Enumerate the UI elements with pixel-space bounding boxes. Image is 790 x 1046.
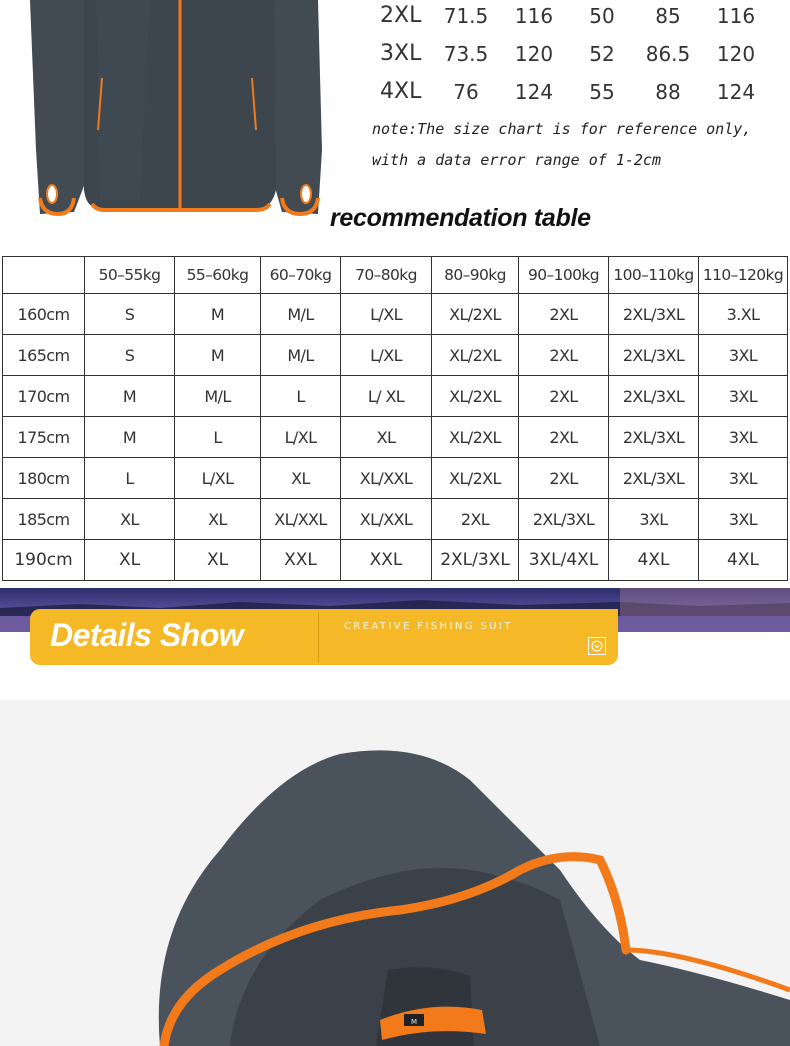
size-cell: XL — [85, 499, 175, 540]
size-label: 3XL — [380, 41, 422, 66]
height-cell: 175cm — [3, 417, 85, 458]
recommendation-table — [2, 256, 788, 581]
size-cell: L/XL — [341, 335, 432, 376]
size-row — [372, 78, 790, 116]
table-header-row — [3, 257, 788, 294]
size-value: 73.5 — [443, 42, 489, 66]
banner-divider — [318, 613, 319, 663]
size-value: 116 — [514, 4, 554, 28]
size-cell: 2XL/3XL — [609, 417, 699, 458]
size-label: 4XL — [380, 79, 422, 104]
header-cell: 90–100kg — [519, 257, 609, 294]
size-cell: 4XL — [609, 540, 699, 581]
height-cell: 185cm — [3, 499, 85, 540]
size-cell: 2XL/3XL — [519, 499, 609, 540]
header-cell: 50–55kg — [85, 257, 175, 294]
size-value: 124 — [716, 80, 756, 104]
size-cell: L/XL — [341, 294, 432, 335]
table-row — [3, 376, 788, 417]
size-cell: XL — [261, 458, 341, 499]
size-value: 71.5 — [443, 4, 489, 28]
size-cell: 2XL/3XL — [609, 458, 699, 499]
size-cell: XL/2XL — [432, 335, 519, 376]
size-cell: XL/XXL — [341, 458, 432, 499]
height-cell: 165cm — [3, 335, 85, 376]
header-cell: 110–120kg — [699, 257, 788, 294]
size-value: 120 — [514, 42, 554, 66]
details-subtitle: CREATIVE FISHING SUIT — [344, 621, 513, 632]
size-cell: 3XL — [699, 458, 788, 499]
size-value: 85 — [655, 4, 681, 28]
size-cell: 2XL — [519, 376, 609, 417]
table-row — [3, 335, 788, 376]
header-cell — [3, 257, 85, 294]
size-cell: M — [175, 335, 261, 376]
size-cell: XL/2XL — [432, 458, 519, 499]
size-value: 50 — [589, 4, 615, 28]
header-cell: 55–60kg — [175, 257, 261, 294]
size-cell: 2XL — [519, 417, 609, 458]
size-cell: 3XL — [699, 499, 788, 540]
size-value: 120 — [716, 42, 756, 66]
size-cell: 2XL — [432, 499, 519, 540]
size-cell: XL/XXL — [261, 499, 341, 540]
height-cell: 160cm — [3, 294, 85, 335]
size-cell: L/XL — [261, 417, 341, 458]
height-cell: 190cm — [3, 540, 85, 581]
header-cell: 80–90kg — [432, 257, 519, 294]
size-cell: XL — [341, 417, 432, 458]
size-cell: 3XL/4XL — [519, 540, 609, 581]
size-cell: M — [85, 417, 175, 458]
size-cell: L — [85, 458, 175, 499]
size-cell: XL — [175, 540, 261, 581]
size-cell: L — [175, 417, 261, 458]
size-cell: XL — [85, 540, 175, 581]
size-note — [372, 114, 790, 176]
size-tag-text: M — [410, 1018, 418, 1026]
size-cell: 2XL — [519, 458, 609, 499]
size-cell: XL — [175, 499, 261, 540]
size-cell: M — [175, 294, 261, 335]
table-row — [3, 499, 788, 540]
header-cell: 100–110kg — [609, 257, 699, 294]
size-value: 55 — [589, 80, 615, 104]
size-value: 52 — [589, 42, 615, 66]
size-value: 86.5 — [645, 42, 691, 66]
size-cell: 2XL — [519, 335, 609, 376]
size-cell: 3.XL — [699, 294, 788, 335]
size-cell: 3XL — [609, 499, 699, 540]
size-cell: XXL — [341, 540, 432, 581]
size-row — [372, 2, 790, 40]
size-cell: M/L — [175, 376, 261, 417]
height-cell: 170cm — [3, 376, 85, 417]
size-cell: S — [85, 335, 175, 376]
header-cell: 70–80kg — [341, 257, 432, 294]
height-cell: 180cm — [3, 458, 85, 499]
size-cell: XL/2XL — [432, 294, 519, 335]
hood-closeup-photo — [0, 700, 790, 1046]
size-cell: XL/2XL — [432, 417, 519, 458]
note-line: note:The size chart is for reference only, — [372, 120, 752, 138]
size-cell: 2XL/3XL — [609, 376, 699, 417]
size-value: 124 — [514, 80, 554, 104]
table-row — [3, 458, 788, 499]
size-cell: 2XL/3XL — [609, 294, 699, 335]
recommendation-title: recommendation table — [330, 204, 591, 232]
size-value: 76 — [453, 80, 479, 104]
chevron-down-icon — [588, 637, 606, 655]
details-title: Details Show — [50, 617, 244, 653]
size-cell: L/ XL — [341, 376, 432, 417]
size-cell: 4XL — [699, 540, 788, 581]
size-value: 88 — [655, 80, 681, 104]
size-row — [372, 40, 790, 78]
table-row — [3, 294, 788, 335]
size-label: 2XL — [380, 3, 422, 28]
table-row — [3, 417, 788, 458]
size-cell: L — [261, 376, 341, 417]
size-cell: XXL — [261, 540, 341, 581]
header-cell: 60–70kg — [261, 257, 341, 294]
size-cell: XL/XXL — [341, 499, 432, 540]
size-value: 116 — [716, 4, 756, 28]
size-cell: 2XL/3XL — [609, 335, 699, 376]
size-cell: S — [85, 294, 175, 335]
table-row — [3, 540, 788, 581]
size-cell: 2XL — [519, 294, 609, 335]
size-cell: M — [85, 376, 175, 417]
size-cell: M/L — [261, 294, 341, 335]
note-line: with a data error range of 1-2cm — [372, 151, 661, 169]
size-cell: L/XL — [175, 458, 261, 499]
size-cell: XL/2XL — [432, 376, 519, 417]
size-cell: 2XL/3XL — [432, 540, 519, 581]
size-cell: 3XL — [699, 376, 788, 417]
jacket-front-photo — [0, 0, 340, 222]
size-cell: M/L — [261, 335, 341, 376]
size-cell: 3XL — [699, 335, 788, 376]
size-cell: 3XL — [699, 417, 788, 458]
